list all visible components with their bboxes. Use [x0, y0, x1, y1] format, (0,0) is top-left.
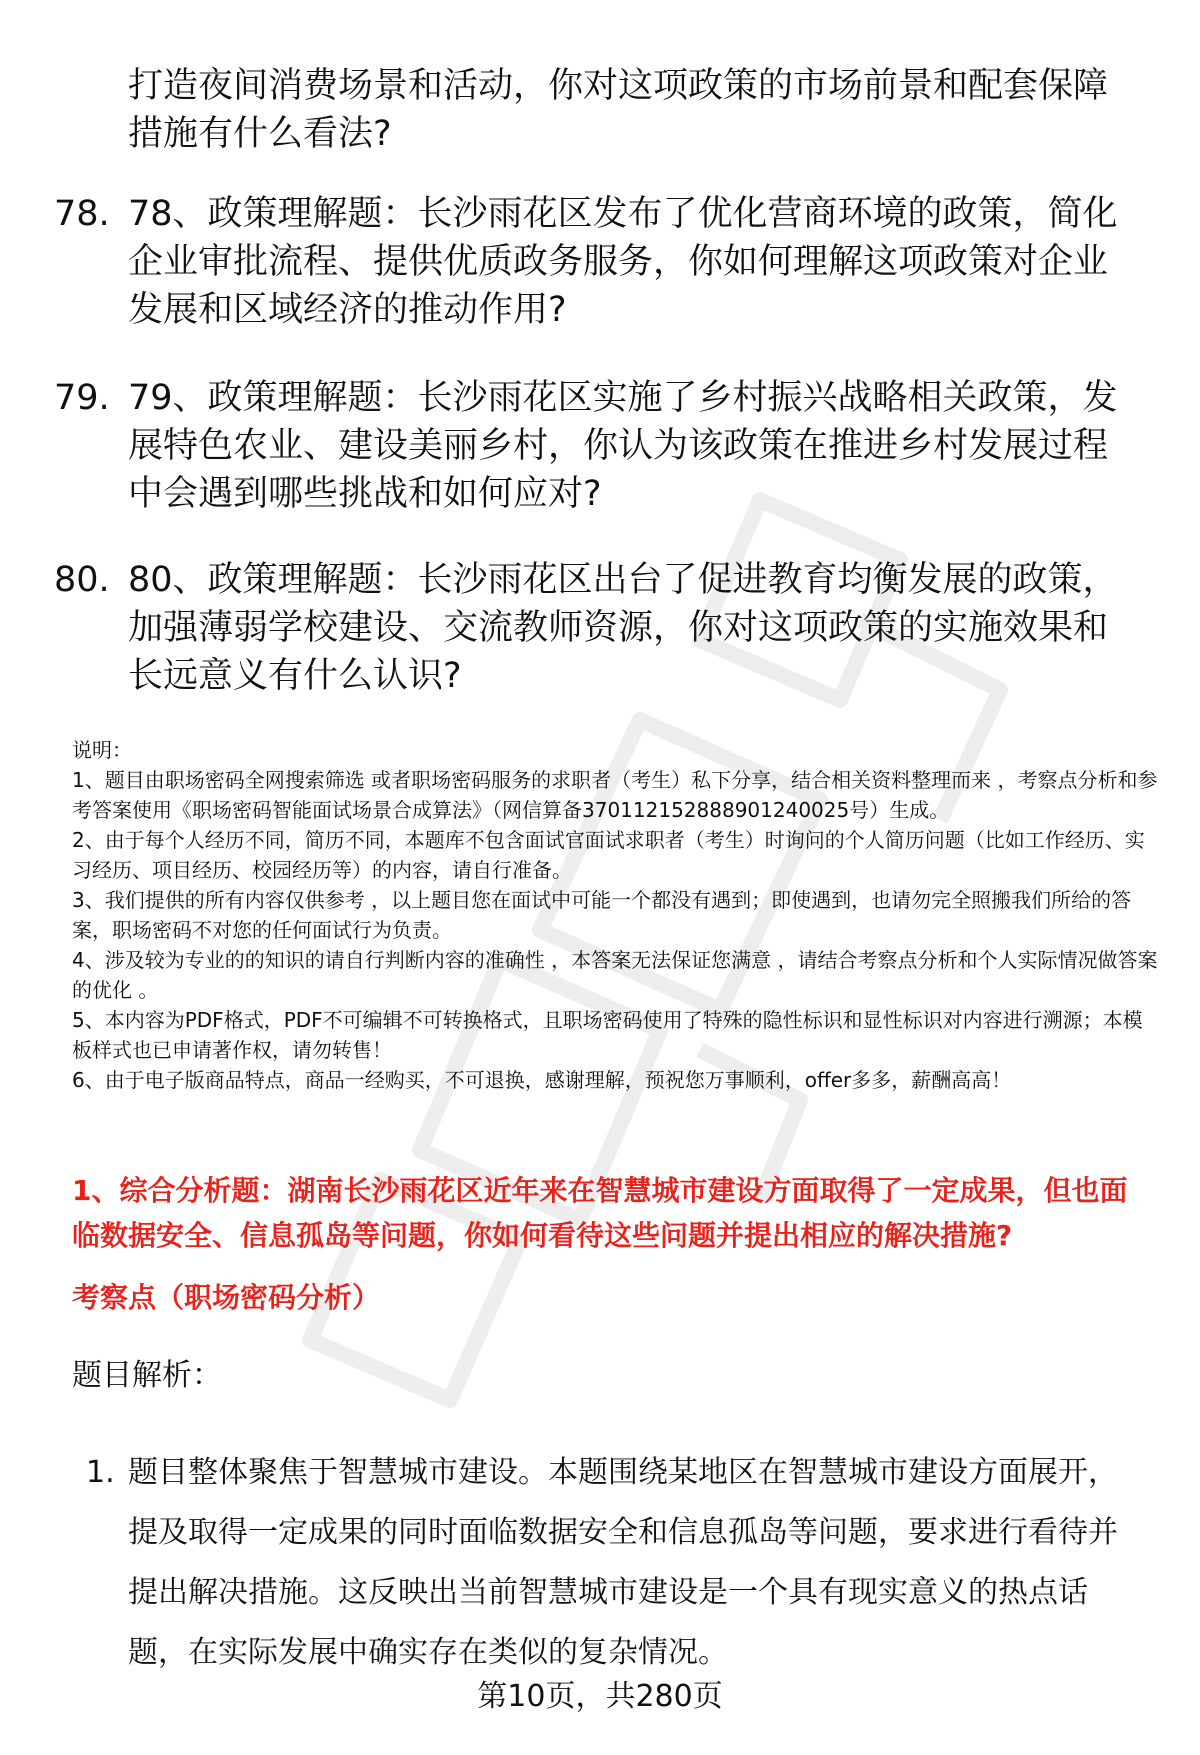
note-item: 2、由于每个人经历不同，简历不同，本题库不包含面试官面试求职者（考生）时询问的个人简历问题（比如工作经历、实习经历、项目经历、校园经历等）的内容，请自行准备。	[72, 828, 1145, 882]
note-item: 3、我们提供的所有内容仅供参考 ，以上题目您在面试中可能一个都没有遇到；即使遇到，也请勿完全照搬我们所给的答案，职场密码不对您的任何面试行为负责。	[72, 888, 1132, 942]
notes-section	[72, 735, 1162, 1095]
question-number: 78.	[54, 194, 110, 234]
analysis-label: 题目解析：	[72, 1358, 222, 1393]
analysis-item-text: 题目整体聚焦于智慧城市建设。本题围绕某地区在智慧城市建设方面展开，提及取得一定成果的同时面临数据安全和信息孤岛等问题，要求进行看待并提出解决措施。这反映出当前智慧城市建设是一个具有现实意义的热点话题，在实际发展中确实存在类似的复杂情况。	[128, 1455, 1118, 1670]
main-question-heading: 1、综合分析题：湖南长沙雨花区近年来在智慧城市建设方面取得了一定成果，但也面临数据安全、信息孤岛等问题，你如何看待这些问题并提出相应的解决措施?	[72, 1174, 1128, 1252]
exam-point-heading: 考察点（职场密码分析）	[72, 1281, 381, 1314]
question-text: 79、政策理解题：长沙雨花区实施了乡村振兴战略相关政策，发展特色农业、建设美丽乡村，你认为该政策在推进乡村发展过程中会遇到哪些挑战和如何应对?	[128, 378, 1118, 514]
analysis-item-number: 1.	[86, 1455, 115, 1490]
note-item: 1、题目由职场密码全网搜索筛选 或者职场密码服务的求职者（考生）私下分享，结合相关资料整理而来 ，考察点分析和参考答案使用《职场密码智能面试场景合成算法》（网信算备370112152888901240025号）生成。	[72, 768, 1158, 822]
notes-title: 说明：	[72, 738, 132, 762]
question-text: 80、政策理解题：长沙雨花区出台了促进教育均衡发展的政策，加强薄弱学校建设、交流教师资源，你对这项政策的实施效果和长远意义有什么认识?	[128, 560, 1118, 696]
note-item: 6、由于电子版商品特点，商品一经购买，不可退换，感谢理解，预祝您万事顺利，offer多多，薪酬高高！	[72, 1068, 1012, 1092]
note-item: 5、本内容为PDF格式，PDF不可编辑不可转换格式，且职场密码使用了特殊的隐性标识和显性标识对内容进行溯源；本模板样式也已申请著作权，请勿转售！	[72, 1008, 1143, 1062]
question-text: 78、政策理解题：长沙雨花区发布了优化营商环境的政策，简化企业审批流程、提供优质政务服务，你如何理解这项政策对企业发展和区域经济的推动作用?	[128, 194, 1118, 330]
note-item: 4、涉及较为专业的的知识的请自行判断内容的准确性 ，本答案无法保证您满意 ，请结合考察点分析和个人实际情况做答案的优化 。	[72, 948, 1158, 1002]
question-continuation: 打造夜间消费场景和活动，你对这项政策的市场前景和配套保障措施有什么看法?	[128, 66, 1109, 154]
question-number: 80.	[54, 560, 110, 600]
page-footer: 第10页，共280页	[477, 1679, 723, 1714]
question-number: 79.	[54, 378, 110, 418]
